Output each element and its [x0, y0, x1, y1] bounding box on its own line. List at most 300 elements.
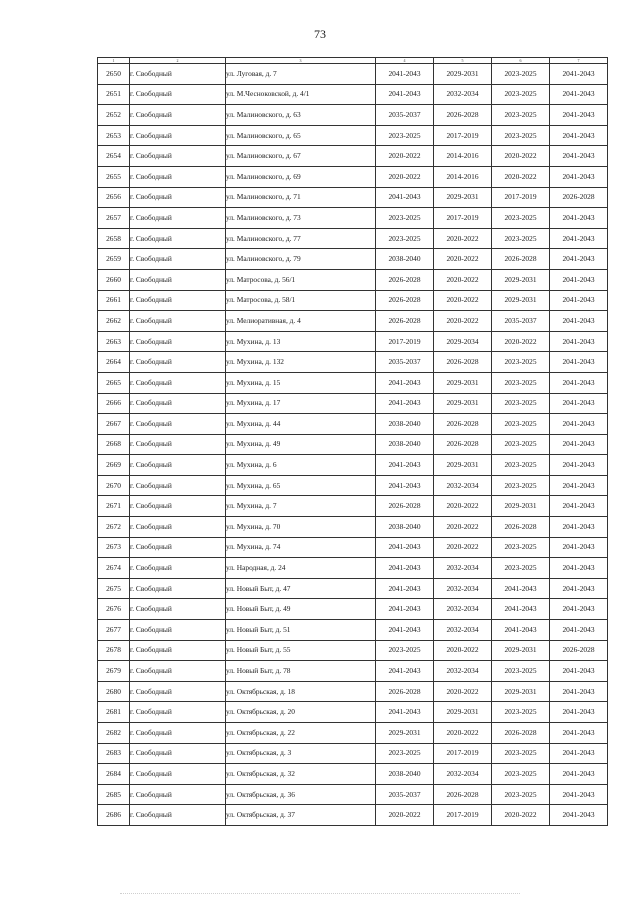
row-number: 2686 — [98, 805, 130, 826]
table-row — [98, 455, 608, 476]
period-col6-cell: 2023-2025 — [492, 105, 550, 126]
period-col7-cell: 2041-2043 — [550, 702, 608, 723]
table-row — [98, 311, 608, 332]
address-cell: ул. Матросова, д. 56/1 — [226, 269, 376, 290]
row-number: 2671 — [98, 496, 130, 517]
period-col5-cell: 2029-2031 — [434, 702, 492, 723]
period-col7-cell: 2041-2043 — [550, 331, 608, 352]
period-col7-cell: 2026-2028 — [550, 640, 608, 661]
table-row — [98, 558, 608, 579]
city-cell: г. Свободный — [130, 125, 226, 146]
city-cell: г. Свободный — [130, 764, 226, 785]
table-row — [98, 475, 608, 496]
period-col4-cell: 2023-2025 — [376, 743, 434, 764]
city-cell: г. Свободный — [130, 105, 226, 126]
period-col7-cell: 2041-2043 — [550, 352, 608, 373]
period-col5-cell: 2017-2019 — [434, 805, 492, 826]
period-col7-cell: 2041-2043 — [550, 764, 608, 785]
period-col6-cell: 2023-2025 — [492, 414, 550, 435]
row-number: 2672 — [98, 517, 130, 538]
period-col6-cell: 2023-2025 — [492, 434, 550, 455]
period-col4-cell: 2020-2022 — [376, 146, 434, 167]
period-col5-cell: 2017-2019 — [434, 743, 492, 764]
city-cell: г. Свободный — [130, 475, 226, 496]
period-col6-cell: 2020-2022 — [492, 146, 550, 167]
table-row — [98, 84, 608, 105]
table-row — [98, 517, 608, 538]
city-cell: г. Свободный — [130, 311, 226, 332]
row-number: 2658 — [98, 228, 130, 249]
table-row — [98, 661, 608, 682]
period-col6-cell: 2029-2031 — [492, 290, 550, 311]
column-header: 2 — [130, 58, 226, 64]
period-col6-cell: 2023-2025 — [492, 208, 550, 229]
period-col5-cell: 2029-2031 — [434, 393, 492, 414]
period-col5-cell: 2026-2028 — [434, 414, 492, 435]
period-col4-cell: 2026-2028 — [376, 311, 434, 332]
period-col4-cell: 2041-2043 — [376, 578, 434, 599]
page-number: 73 — [314, 27, 326, 41]
period-col5-cell: 2020-2022 — [434, 723, 492, 744]
address-cell: ул. Мухина, д. 74 — [226, 537, 376, 558]
address-cell: ул. Малиновского, д. 65 — [226, 125, 376, 146]
period-col6-cell: 2023-2025 — [492, 125, 550, 146]
row-number: 2654 — [98, 146, 130, 167]
period-col6-cell: 2023-2025 — [492, 455, 550, 476]
period-col6-cell: 2029-2031 — [492, 496, 550, 517]
period-col4-cell: 2038-2040 — [376, 764, 434, 785]
period-col5-cell: 2020-2022 — [434, 228, 492, 249]
city-cell: г. Свободный — [130, 352, 226, 373]
period-col4-cell: 2020-2022 — [376, 805, 434, 826]
row-number: 2667 — [98, 414, 130, 435]
row-number: 2685 — [98, 784, 130, 805]
period-col4-cell: 2041-2043 — [376, 455, 434, 476]
period-col6-cell: 2023-2025 — [492, 661, 550, 682]
period-col6-cell: 2017-2019 — [492, 187, 550, 208]
period-col5-cell: 2017-2019 — [434, 208, 492, 229]
table-row — [98, 599, 608, 620]
period-col6-cell: 2041-2043 — [492, 620, 550, 641]
row-number: 2666 — [98, 393, 130, 414]
period-col5-cell: 2026-2028 — [434, 784, 492, 805]
address-cell: ул. Мухина, д. 44 — [226, 414, 376, 435]
period-col7-cell: 2026-2028 — [550, 187, 608, 208]
period-col5-cell: 2026-2028 — [434, 434, 492, 455]
row-number: 2674 — [98, 558, 130, 579]
city-cell: г. Свободный — [130, 187, 226, 208]
period-col7-cell: 2041-2043 — [550, 311, 608, 332]
row-number: 2670 — [98, 475, 130, 496]
table-row — [98, 434, 608, 455]
period-col5-cell: 2020-2022 — [434, 537, 492, 558]
column-header: 3 — [226, 58, 376, 64]
period-col4-cell: 2041-2043 — [376, 372, 434, 393]
period-col5-cell: 2020-2022 — [434, 290, 492, 311]
period-col5-cell: 2020-2022 — [434, 311, 492, 332]
period-col6-cell: 2041-2043 — [492, 599, 550, 620]
table-row — [98, 105, 608, 126]
period-col6-cell: 2023-2025 — [492, 352, 550, 373]
period-col7-cell: 2041-2043 — [550, 743, 608, 764]
period-col4-cell: 2023-2025 — [376, 228, 434, 249]
row-number: 2662 — [98, 311, 130, 332]
period-col5-cell: 2032-2034 — [434, 620, 492, 641]
city-cell: г. Свободный — [130, 702, 226, 723]
period-col5-cell: 2020-2022 — [434, 640, 492, 661]
table-row — [98, 249, 608, 270]
period-col4-cell: 2041-2043 — [376, 187, 434, 208]
period-col6-cell: 2023-2025 — [492, 84, 550, 105]
address-cell: ул. Матросова, д. 58/1 — [226, 290, 376, 311]
period-col5-cell: 2029-2031 — [434, 187, 492, 208]
table-row — [98, 640, 608, 661]
period-col7-cell: 2041-2043 — [550, 105, 608, 126]
housing-registry-table — [97, 57, 608, 826]
period-col7-cell: 2041-2043 — [550, 372, 608, 393]
address-cell: ул. Мухина, д. 49 — [226, 434, 376, 455]
scan-artifact-line — [120, 893, 520, 895]
period-col7-cell: 2041-2043 — [550, 558, 608, 579]
period-col6-cell: 2023-2025 — [492, 537, 550, 558]
row-number: 2673 — [98, 537, 130, 558]
period-col7-cell: 2041-2043 — [550, 434, 608, 455]
period-col6-cell: 2023-2025 — [492, 393, 550, 414]
address-cell: ул. Мухина, д. 70 — [226, 517, 376, 538]
row-number: 2681 — [98, 702, 130, 723]
period-col6-cell: 2020-2022 — [492, 166, 550, 187]
period-col4-cell: 2041-2043 — [376, 84, 434, 105]
period-col7-cell: 2041-2043 — [550, 620, 608, 641]
row-number: 2652 — [98, 105, 130, 126]
table-body — [98, 64, 608, 826]
period-col7-cell: 2041-2043 — [550, 228, 608, 249]
period-col7-cell: 2041-2043 — [550, 125, 608, 146]
city-cell: г. Свободный — [130, 517, 226, 538]
column-header: 5 — [434, 58, 492, 64]
address-cell: ул. Малиновского, д. 69 — [226, 166, 376, 187]
city-cell: г. Свободный — [130, 372, 226, 393]
period-col7-cell: 2041-2043 — [550, 269, 608, 290]
address-cell: ул. Октябрьская, д. 22 — [226, 723, 376, 744]
city-cell: г. Свободный — [130, 558, 226, 579]
row-number: 2679 — [98, 661, 130, 682]
period-col6-cell: 2041-2043 — [492, 578, 550, 599]
row-number: 2655 — [98, 166, 130, 187]
period-col7-cell: 2041-2043 — [550, 537, 608, 558]
row-number: 2656 — [98, 187, 130, 208]
column-header: 1 — [98, 58, 130, 64]
period-col4-cell: 2026-2028 — [376, 496, 434, 517]
city-cell: г. Свободный — [130, 393, 226, 414]
table-row — [98, 228, 608, 249]
period-col4-cell: 2026-2028 — [376, 290, 434, 311]
period-col5-cell: 2029-2034 — [434, 331, 492, 352]
table-row — [98, 269, 608, 290]
city-cell: г. Свободный — [130, 269, 226, 290]
period-col5-cell: 2032-2034 — [434, 599, 492, 620]
city-cell: г. Свободный — [130, 620, 226, 641]
column-header: 7 — [550, 58, 608, 64]
address-cell: ул. Малиновского, д. 63 — [226, 105, 376, 126]
city-cell: г. Свободный — [130, 578, 226, 599]
city-cell: г. Свободный — [130, 681, 226, 702]
address-cell: ул. Новый Быт, д. 49 — [226, 599, 376, 620]
period-col4-cell: 2038-2040 — [376, 414, 434, 435]
city-cell: г. Свободный — [130, 228, 226, 249]
city-cell: г. Свободный — [130, 661, 226, 682]
period-col4-cell: 2026-2028 — [376, 269, 434, 290]
period-col5-cell: 2032-2034 — [434, 558, 492, 579]
period-col4-cell: 2041-2043 — [376, 537, 434, 558]
period-col4-cell: 2038-2040 — [376, 434, 434, 455]
period-col7-cell: 2041-2043 — [550, 723, 608, 744]
city-cell: г. Свободный — [130, 784, 226, 805]
address-cell: ул. Октябрьская, д. 37 — [226, 805, 376, 826]
period-col5-cell: 2032-2034 — [434, 475, 492, 496]
period-col4-cell: 2029-2031 — [376, 723, 434, 744]
city-cell: г. Свободный — [130, 599, 226, 620]
table-row — [98, 784, 608, 805]
period-col4-cell: 2041-2043 — [376, 64, 434, 85]
address-cell: ул. Октябрьская, д. 36 — [226, 784, 376, 805]
period-col6-cell: 2023-2025 — [492, 702, 550, 723]
address-cell: ул. Луговая, д. 7 — [226, 64, 376, 85]
city-cell: г. Свободный — [130, 455, 226, 476]
row-number: 2683 — [98, 743, 130, 764]
row-number: 2651 — [98, 84, 130, 105]
period-col7-cell: 2041-2043 — [550, 249, 608, 270]
period-col5-cell: 2032-2034 — [434, 84, 492, 105]
period-col5-cell: 2029-2031 — [434, 372, 492, 393]
table-row — [98, 331, 608, 352]
table-row — [98, 578, 608, 599]
row-number: 2675 — [98, 578, 130, 599]
city-cell: г. Свободный — [130, 496, 226, 517]
table-row — [98, 681, 608, 702]
period-col7-cell: 2041-2043 — [550, 681, 608, 702]
address-cell: ул. Малиновского, д. 79 — [226, 249, 376, 270]
table-row — [98, 537, 608, 558]
period-col5-cell: 2020-2022 — [434, 496, 492, 517]
period-col5-cell: 2014-2016 — [434, 166, 492, 187]
period-col6-cell: 2026-2028 — [492, 249, 550, 270]
period-col7-cell: 2041-2043 — [550, 475, 608, 496]
period-col6-cell: 2026-2028 — [492, 723, 550, 744]
period-col6-cell: 2023-2025 — [492, 372, 550, 393]
period-col5-cell: 2020-2022 — [434, 681, 492, 702]
row-number: 2676 — [98, 599, 130, 620]
address-cell: ул. Малиновского, д. 73 — [226, 208, 376, 229]
address-cell: ул. Мелиоративная, д. 4 — [226, 311, 376, 332]
period-col6-cell: 2029-2031 — [492, 269, 550, 290]
period-col7-cell: 2041-2043 — [550, 455, 608, 476]
period-col4-cell: 2041-2043 — [376, 599, 434, 620]
period-col7-cell: 2041-2043 — [550, 64, 608, 85]
row-number: 2668 — [98, 434, 130, 455]
period-col5-cell: 2032-2034 — [434, 764, 492, 785]
row-number: 2653 — [98, 125, 130, 146]
period-col7-cell: 2041-2043 — [550, 393, 608, 414]
period-col7-cell: 2041-2043 — [550, 84, 608, 105]
period-col5-cell: 2020-2022 — [434, 269, 492, 290]
period-col6-cell: 2026-2028 — [492, 517, 550, 538]
row-number: 2677 — [98, 620, 130, 641]
period-col5-cell: 2032-2034 — [434, 578, 492, 599]
period-col6-cell: 2020-2022 — [492, 331, 550, 352]
period-col4-cell: 2041-2043 — [376, 558, 434, 579]
period-col5-cell: 2020-2022 — [434, 249, 492, 270]
address-cell: ул. Народная, д. 24 — [226, 558, 376, 579]
period-col4-cell: 2020-2022 — [376, 166, 434, 187]
table-row — [98, 496, 608, 517]
city-cell: г. Свободный — [130, 64, 226, 85]
address-cell: ул. Мухина, д. 132 — [226, 352, 376, 373]
city-cell: г. Свободный — [130, 331, 226, 352]
period-col5-cell: 2017-2019 — [434, 125, 492, 146]
period-col4-cell: 2023-2025 — [376, 125, 434, 146]
address-cell: ул. Новый Быт, д. 51 — [226, 620, 376, 641]
period-col4-cell: 2041-2043 — [376, 475, 434, 496]
table-row — [98, 187, 608, 208]
address-cell: ул. Мухина, д. 6 — [226, 455, 376, 476]
period-col7-cell: 2041-2043 — [550, 414, 608, 435]
row-number: 2657 — [98, 208, 130, 229]
period-col7-cell: 2041-2043 — [550, 496, 608, 517]
period-col4-cell: 2035-2037 — [376, 105, 434, 126]
city-cell: г. Свободный — [130, 166, 226, 187]
period-col5-cell: 2029-2031 — [434, 64, 492, 85]
address-cell: ул. М.Чесноковской, д. 4/1 — [226, 84, 376, 105]
address-cell: ул. Мухина, д. 17 — [226, 393, 376, 414]
row-number: 2659 — [98, 249, 130, 270]
city-cell: г. Свободный — [130, 434, 226, 455]
period-col6-cell: 2023-2025 — [492, 475, 550, 496]
column-header: 4 — [376, 58, 434, 64]
city-cell: г. Свободный — [130, 146, 226, 167]
period-col5-cell: 2026-2028 — [434, 105, 492, 126]
row-number: 2669 — [98, 455, 130, 476]
address-cell: ул. Новый Быт, д. 47 — [226, 578, 376, 599]
period-col4-cell: 2038-2040 — [376, 249, 434, 270]
row-number: 2684 — [98, 764, 130, 785]
table-row — [98, 702, 608, 723]
period-col6-cell: 2023-2025 — [492, 64, 550, 85]
address-cell: ул. Малиновского, д. 67 — [226, 146, 376, 167]
period-col7-cell: 2041-2043 — [550, 805, 608, 826]
period-col7-cell: 2041-2043 — [550, 784, 608, 805]
column-header: 6 — [492, 58, 550, 64]
city-cell: г. Свободный — [130, 805, 226, 826]
period-col6-cell: 2023-2025 — [492, 558, 550, 579]
period-col6-cell: 2029-2031 — [492, 681, 550, 702]
address-cell: ул. Мухина, д. 65 — [226, 475, 376, 496]
row-number: 2682 — [98, 723, 130, 744]
period-col4-cell: 2035-2037 — [376, 784, 434, 805]
row-number: 2678 — [98, 640, 130, 661]
table-row — [98, 208, 608, 229]
period-col6-cell: 2023-2025 — [492, 743, 550, 764]
period-col4-cell: 2023-2025 — [376, 640, 434, 661]
period-col7-cell: 2041-2043 — [550, 166, 608, 187]
address-cell: ул. Октябрьская, д. 20 — [226, 702, 376, 723]
city-cell: г. Свободный — [130, 723, 226, 744]
table-row — [98, 64, 608, 85]
period-col5-cell: 2032-2034 — [434, 661, 492, 682]
period-col6-cell: 2020-2022 — [492, 805, 550, 826]
row-number: 2665 — [98, 372, 130, 393]
address-cell: ул. Мухина, д. 15 — [226, 372, 376, 393]
period-col6-cell: 2035-2037 — [492, 311, 550, 332]
period-col4-cell: 2023-2025 — [376, 208, 434, 229]
row-number: 2650 — [98, 64, 130, 85]
row-number: 2661 — [98, 290, 130, 311]
table-row — [98, 352, 608, 373]
period-col4-cell: 2035-2037 — [376, 352, 434, 373]
table-row — [98, 620, 608, 641]
table-row — [98, 146, 608, 167]
period-col6-cell: 2023-2025 — [492, 764, 550, 785]
row-number: 2663 — [98, 331, 130, 352]
table-row — [98, 125, 608, 146]
table-row — [98, 290, 608, 311]
period-col4-cell: 2041-2043 — [376, 702, 434, 723]
table-row — [98, 723, 608, 744]
address-cell: ул. Октябрьская, д. 3 — [226, 743, 376, 764]
period-col7-cell: 2041-2043 — [550, 146, 608, 167]
period-col7-cell: 2041-2043 — [550, 599, 608, 620]
period-col5-cell: 2020-2022 — [434, 517, 492, 538]
address-cell: ул. Октябрьская, д. 18 — [226, 681, 376, 702]
city-cell: г. Свободный — [130, 208, 226, 229]
table-row — [98, 764, 608, 785]
period-col4-cell: 2026-2028 — [376, 681, 434, 702]
table-row — [98, 166, 608, 187]
table-row — [98, 414, 608, 435]
table-row — [98, 372, 608, 393]
address-cell: ул. Новый Быт, д. 78 — [226, 661, 376, 682]
city-cell: г. Свободный — [130, 414, 226, 435]
table-row — [98, 743, 608, 764]
address-cell: ул. Малиновского, д. 71 — [226, 187, 376, 208]
table-row — [98, 805, 608, 826]
address-cell: ул. Мухина, д. 7 — [226, 496, 376, 517]
address-cell: ул. Октябрьская, д. 32 — [226, 764, 376, 785]
period-col6-cell: 2029-2031 — [492, 640, 550, 661]
address-cell: ул. Малиновского, д. 77 — [226, 228, 376, 249]
period-col4-cell: 2041-2043 — [376, 620, 434, 641]
address-cell: ул. Новый Быт, д. 55 — [226, 640, 376, 661]
period-col4-cell: 2041-2043 — [376, 393, 434, 414]
period-col4-cell: 2041-2043 — [376, 661, 434, 682]
period-col6-cell: 2023-2025 — [492, 228, 550, 249]
city-cell: г. Свободный — [130, 84, 226, 105]
address-cell: ул. Мухина, д. 13 — [226, 331, 376, 352]
period-col5-cell: 2026-2028 — [434, 352, 492, 373]
table-row — [98, 393, 608, 414]
period-col4-cell: 2017-2019 — [376, 331, 434, 352]
period-col4-cell: 2038-2040 — [376, 517, 434, 538]
period-col7-cell: 2041-2043 — [550, 578, 608, 599]
city-cell: г. Свободный — [130, 743, 226, 764]
period-col5-cell: 2029-2031 — [434, 455, 492, 476]
period-col5-cell: 2014-2016 — [434, 146, 492, 167]
city-cell: г. Свободный — [130, 249, 226, 270]
period-col7-cell: 2041-2043 — [550, 661, 608, 682]
row-number: 2680 — [98, 681, 130, 702]
row-number: 2664 — [98, 352, 130, 373]
city-cell: г. Свободный — [130, 537, 226, 558]
